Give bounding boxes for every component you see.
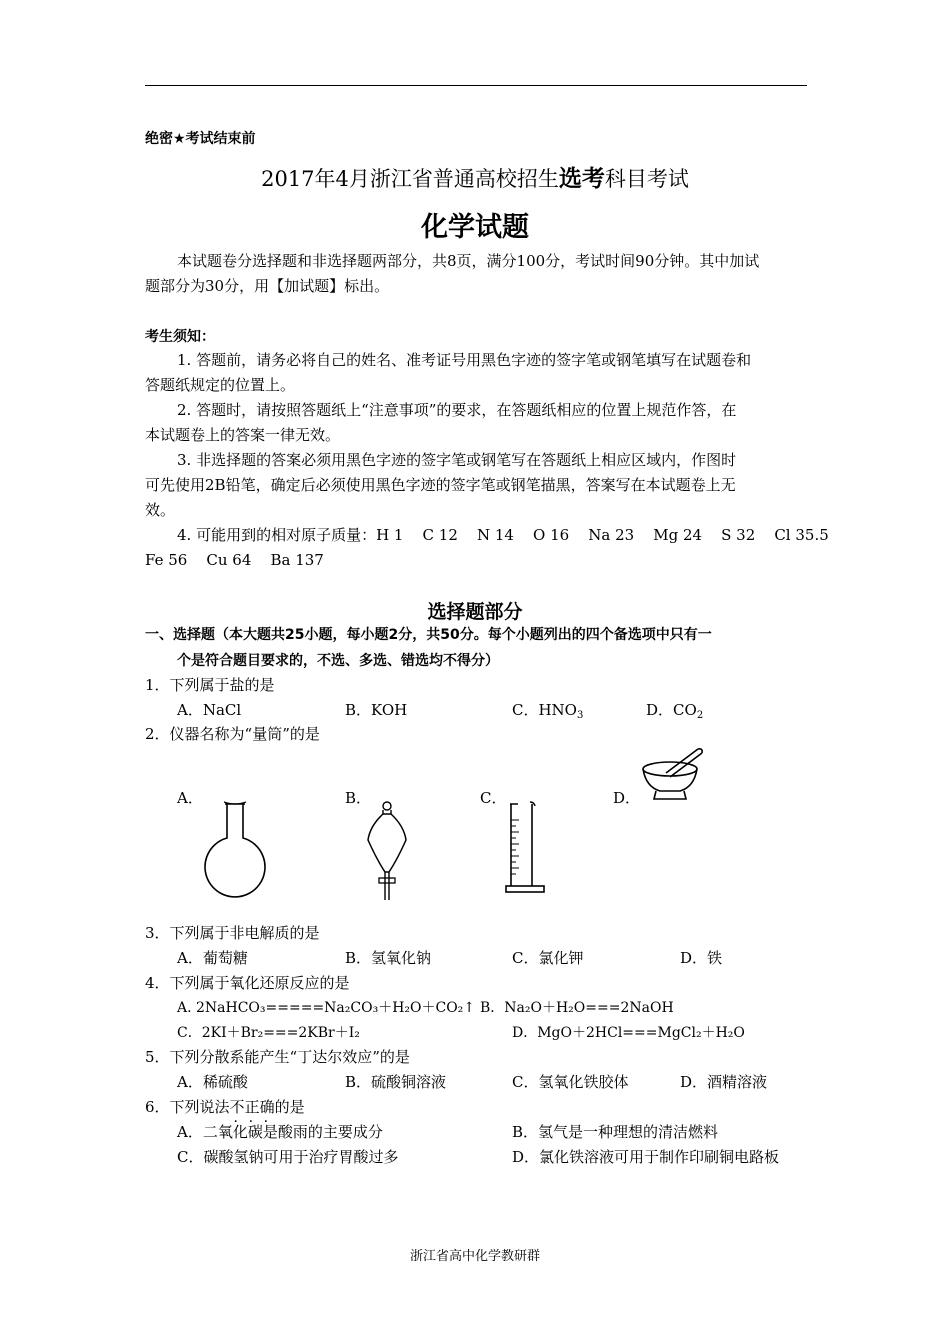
q1-option-d [646,698,703,728]
round-flask-icon [200,800,270,890]
q3-option-d: D．铁 [680,949,723,967]
q6-stem-pre: 6．下列说法 [145,1098,230,1116]
exam-title [0,160,950,193]
notice-2a: 2. 答题时，请按照答题纸上“注意事项”的要求，在答题纸相应的位置上规范作答，在 [177,401,737,419]
q1-c-sub: 3 [576,710,584,721]
q5-stem: 5．下列分散系能产生“丁达尔效应”的是 [145,1048,410,1066]
notice-3a: 3. 非选择题的答案必须用黑色字迹的签字笔或钢笔写在答题纸上相应区域内，作图时 [177,451,737,469]
notice-heading: 考生须知： [145,329,215,345]
q6-emphasis-3: 确 [259,1098,275,1116]
q6-option-b: B．氢气是一种理想的清洁燃料 [512,1123,719,1141]
notice-1b: 答题纸规定的位置上。 [145,376,296,394]
q2-option-a: A． [177,789,203,807]
notice-3c: 效。 [145,501,176,519]
secret-label: 绝密★考试结束前 [145,131,256,147]
notice-1a: 1. 答题前，请务必将自己的姓名、准考证号用黑色字迹的签字笔或钢笔填写在试题卷和 [177,351,752,369]
q2-option-c: C． [480,789,507,807]
separatory-funnel-icon [362,800,412,902]
header-rule [145,85,807,86]
q3-option-a: A．葡萄糖 [177,949,248,967]
q6-emphasis-1: 不 [229,1098,245,1116]
q1-option-b: B．KOH [345,701,408,719]
notice-3b: 可先使用2B铅笔，确定后必须使用黑色字迹的签字笔或钢笔描黑，答案写在本试题卷上无 [145,476,736,494]
section-heading-2: 个是符合题目要求的，不选、多选、错选均不得分） [177,653,499,669]
q6-option-c: C．碳酸氢钠可用于治疗胃酸过多 [177,1148,399,1166]
notice-4a: 4. 可能用到的相对原子质量：H 1 C 12 N 14 O 16 Na 23 Mg 24 S 32 Cl 35.5 [177,526,829,544]
exam-title-pre: 2017年4月浙江省普通高校招生 [261,167,559,191]
mortar-pestle-icon [640,745,710,805]
q2-option-d: D． [613,789,641,807]
notice-2b: 本试题卷上的答案一律无效。 [145,426,341,444]
q6-option-d: D．氯化铁溶液可用于制作印刷铜电路板 [512,1148,780,1166]
q4-option-a: A. 2NaHCO₃=====Na₂CO₃＋H₂O＋CO₂↑ [177,1000,476,1016]
q5-option-d: D．酒精溶液 [680,1073,768,1091]
footer-text: 浙江省高中化学教研群 [409,1249,540,1264]
exam-title-post: 科目考试 [604,167,689,191]
q6-option-a: A．二氧化碳是酸雨的主要成分 [177,1123,383,1141]
graduated-cylinder-icon [502,800,552,896]
q3-stem: 3．下列属于非电解质的是 [145,924,320,942]
q6-emphasis-2: 正 [244,1098,260,1116]
q1-c-text: C．HNO [512,701,577,719]
q2-option-b: B． [345,789,372,807]
q4-option-d: D．MgO＋2HCl===MgCl₂＋H₂O [512,1025,745,1041]
q2-stem: 2．仪器名称为“量筒”的是 [145,725,320,743]
q1-stem: 1．下列属于盐的是 [145,676,275,694]
q1-d-sub: 2 [696,710,704,721]
q3-option-b: B．氢氧化钠 [345,949,432,967]
q4-option-c: C．2KI＋Br₂===2KBr＋I₂ [177,1025,360,1041]
section-title: 选择题部分 [427,601,523,623]
q1-d-text: D．CO [646,701,697,719]
q6-stem [145,1095,305,1119]
q1-option-c [512,698,583,728]
q5-option-c: C．氢氧化铁胶体 [512,1073,629,1091]
q1-option-a: A．NaCl [177,701,242,719]
intro-line-2: 题部分为30分，用【加试题】标出。 [145,277,390,295]
section-heading-1: 一、选择题（本大题共25小题，每小题2分，共50分。每个小题列出的四个备选项中只有一 [145,627,712,643]
q4-stem: 4．下列属于氧化还原反应的是 [145,974,350,992]
intro-line-1: 本试题卷分选择题和非选择题两部分，共8页，满分100分，考试时间90分钟。其中加试 [177,252,760,270]
q5-option-b: B．硫酸铜溶液 [345,1073,447,1091]
notice-4b: Fe 56 Cu 64 Ba 137 [145,551,324,569]
exam-title-bold: 选考 [558,166,605,192]
subject-title: 化学试题 [421,212,529,243]
q6-stem-post: 的是 [274,1098,305,1116]
q4-option-b: B．Na₂O＋H₂O===2NaOH [480,1000,674,1016]
q5-option-a: A．稀硫酸 [177,1073,248,1091]
q3-option-c: C．氯化钾 [512,949,584,967]
